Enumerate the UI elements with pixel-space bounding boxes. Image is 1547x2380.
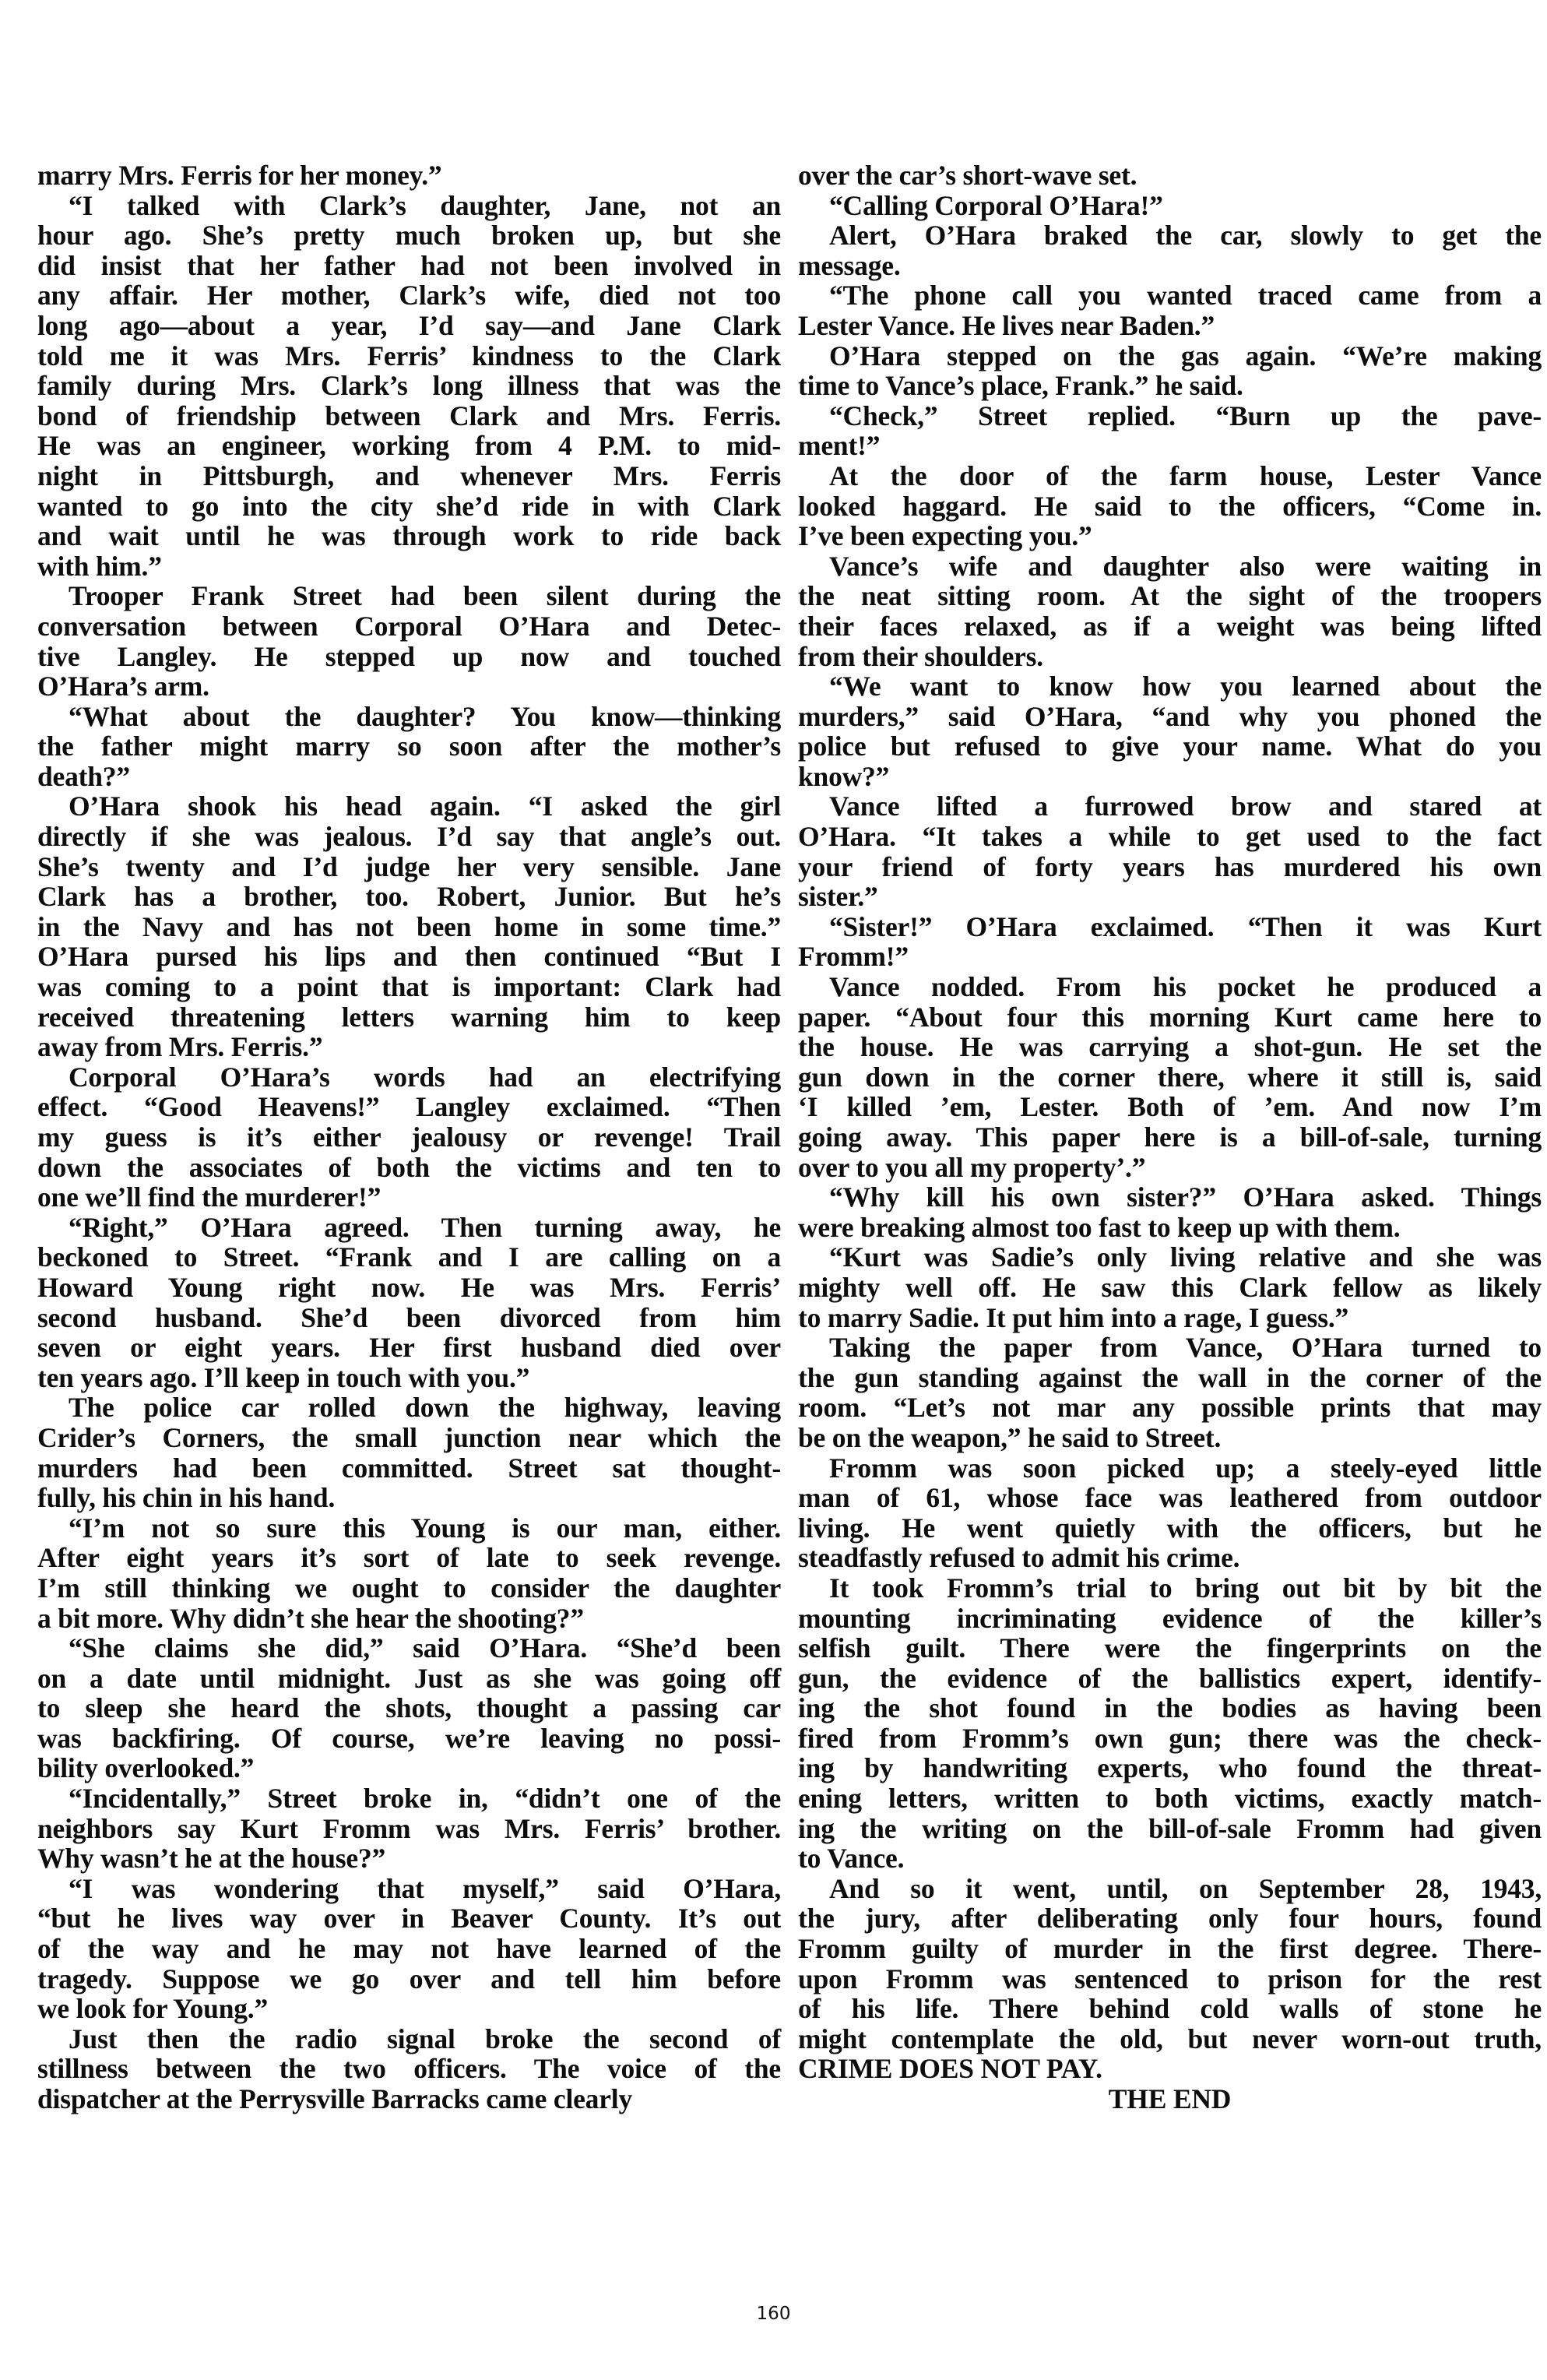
text-line: effect. “Good Heavens!” Langley exclaimed. “Then xyxy=(37,1091,781,1123)
paragraph xyxy=(798,1182,1542,1242)
text-line: received threatening letters warning him to keep xyxy=(37,1001,781,1033)
text-line: “Check,” Street replied. “Burn up the pave- xyxy=(829,400,1542,431)
text-line: O’Hara shook his head again. “I asked the girl xyxy=(69,790,781,822)
paragraph xyxy=(798,341,1542,401)
text-line: “She claims she did,” said O’Hara. “She’d been xyxy=(69,1632,781,1664)
text-line: mounting incriminating evidence of the killer’s xyxy=(798,1602,1542,1634)
text-line: stillness between the two officers. The voice of the xyxy=(37,2053,781,2085)
text-line: wanted to go into the city she’d ride in with Clark xyxy=(37,490,781,522)
text-column-right xyxy=(798,160,1542,2114)
text-line: away from Mrs. Ferris.” xyxy=(37,1031,323,1063)
paragraph xyxy=(37,1392,781,1512)
end-marker xyxy=(798,2084,1542,2114)
text-line: I’m still thinking we ought to consider the daughter xyxy=(37,1572,781,1604)
paragraph xyxy=(798,551,1542,671)
text-line: the neat sitting room. At the sight of the troopers xyxy=(798,580,1542,612)
paragraph xyxy=(37,1213,781,1393)
text-line: know?” xyxy=(798,760,890,792)
text-line: we look for Young.” xyxy=(37,1993,269,2025)
text-line: message. xyxy=(798,249,901,281)
text-line: their faces relaxed, as if a weight was being lifted xyxy=(798,610,1542,642)
text-line: “Right,” O’Hara agreed. Then turning away, he xyxy=(69,1211,781,1243)
text-line: Howard Young right now. He was Mrs. Ferris’ xyxy=(37,1271,781,1303)
text-line: Taking the paper from Vance, O’Hara turned to xyxy=(829,1332,1542,1364)
text-line: a bit more. Why didn’t she hear the shooting?” xyxy=(37,1602,584,1634)
text-line: man of 61, whose face was leathered from outdoor xyxy=(798,1482,1542,1514)
text-line: “Sister!” O’Hara exclaimed. “Then it was Kurt xyxy=(829,910,1542,942)
text-line: any affair. Her mother, Clark’s wife, died not too xyxy=(37,280,781,312)
text-line: might contemplate the old, but never worn-out truth, xyxy=(798,2023,1542,2054)
text-line: The police car rolled down the highway, leaving xyxy=(69,1392,781,1424)
text-line: second husband. She’d been divorced from him xyxy=(37,1301,781,1333)
text-line: your friend of forty years has murdered his own xyxy=(798,850,1542,882)
text-column-left xyxy=(37,160,781,2114)
text-line: of the way and he may not have learned of the xyxy=(37,1933,781,1965)
text-line: fully, his chin in his hand. xyxy=(37,1482,336,1514)
paragraph xyxy=(37,1783,781,1874)
text-line: were breaking almost too fast to keep up with them. xyxy=(798,1211,1401,1243)
text-line: selfish guilt. There were the fingerprints on the xyxy=(798,1632,1542,1664)
paragraph xyxy=(37,702,781,792)
text-line: Fromm!” xyxy=(798,941,909,973)
text-line: death?” xyxy=(37,760,130,792)
text-line: living. He went quietly with the officers, but he xyxy=(798,1512,1542,1544)
text-line: looked haggard. He said to the officers, “Come in. xyxy=(798,490,1542,522)
paragraph xyxy=(798,1242,1542,1333)
paragraph xyxy=(37,1513,781,1633)
paragraph xyxy=(798,912,1542,972)
paragraph xyxy=(798,1453,1542,1573)
text-line: dispatcher at the Perrysville Barracks came clearly xyxy=(37,2083,633,2114)
text-line: hour ago. She’s pretty much broken up, but she xyxy=(37,220,781,252)
text-line: fired from Fromm’s own gun; there was the check- xyxy=(798,1722,1542,1754)
text-line: did insist that her father had not been involved in xyxy=(37,249,781,281)
text-line: beckoned to Street. “Frank and I are calling on a xyxy=(37,1241,781,1273)
text-line: ing the writing on the bill-of-sale Fromm had given xyxy=(798,1812,1542,1844)
text-line: down the associates of both the victims and ten to xyxy=(37,1151,781,1183)
text-line: Just then the radio signal broke the second of xyxy=(69,2023,781,2054)
text-line: Trooper Frank Street had been silent during the xyxy=(69,580,781,612)
text-line: mighty well off. He saw this Clark fellow as likely xyxy=(798,1271,1542,1303)
text-line: over the car’s short-wave set. xyxy=(798,160,1137,191)
paragraph xyxy=(798,461,1542,551)
text-line: room. “Let’s not mar any possible prints that may xyxy=(798,1392,1542,1424)
paragraph xyxy=(37,1633,781,1783)
text-line: “I’m not so sure this Young is our man, either. xyxy=(69,1512,781,1544)
text-line: police but refused to give your name. What do you xyxy=(798,731,1542,762)
text-line: murders had been committed. Street sat thought- xyxy=(37,1452,781,1484)
paragraph xyxy=(798,401,1542,461)
paragraph xyxy=(798,671,1542,791)
text-line: O’Hara’s arm. xyxy=(37,671,209,702)
text-line: ment!” xyxy=(798,430,881,462)
paragraph xyxy=(798,191,1542,221)
paragraph xyxy=(798,1573,1542,1874)
text-line: “What about the daughter? You know—thinking xyxy=(69,700,781,732)
paragraph xyxy=(798,791,1542,911)
text-line: O’Hara pursed his lips and then continued “But I xyxy=(37,941,781,973)
text-line: upon Fromm was sentenced to prison for the rest xyxy=(798,1963,1542,1994)
text-line: Vance’s wife and daughter also were waiting in xyxy=(829,550,1542,582)
text-line: Clark has a brother, too. Robert, Junior. But he’s xyxy=(37,881,781,913)
text-line: was backfiring. Of course, we’re leaving no possi- xyxy=(37,1722,781,1754)
text-line: steadfastly refused to admit his crime. xyxy=(798,1542,1240,1574)
paragraph xyxy=(798,280,1542,340)
paragraph xyxy=(37,191,781,582)
text-line: Fromm was soon picked up; a steely-eyed little xyxy=(829,1452,1542,1484)
text-line: “Why kill his own sister?” O’Hara asked. Things xyxy=(829,1181,1542,1213)
paragraph xyxy=(798,972,1542,1182)
text-line: ening letters, written to both victims, exactly match- xyxy=(798,1783,1542,1815)
text-line: Vance nodded. From his pocket he produced a xyxy=(829,971,1542,1003)
text-line: She’s twenty and I’d judge her very sensible. Jane xyxy=(37,850,781,882)
text-line: “I talked with Clark’s daughter, Jane, not an xyxy=(69,189,781,221)
text-line: Corporal O’Hara’s words had an electrifying xyxy=(69,1061,781,1093)
text-line: “I was wondering that myself,” said O’Hara, xyxy=(69,1872,781,1904)
text-line: on a date until midnight. Just as she was going off xyxy=(37,1662,781,1694)
paragraph xyxy=(798,220,1542,280)
text-line: Vance lifted a furrowed brow and stared at xyxy=(829,790,1542,822)
text-line: was coming to a point that is important: Clark had xyxy=(37,971,781,1003)
text-line: bond of friendship between Clark and Mrs. Ferris. xyxy=(37,400,781,431)
text-line: tragedy. Suppose we go over and tell him before xyxy=(37,1963,781,1994)
text-line: time to Vance’s place, Frank.” he said. xyxy=(798,370,1243,402)
text-line: And so it went, until, on September 28, 1943, xyxy=(829,1872,1542,1904)
text-line: of his life. There behind cold walls of stone he xyxy=(798,1993,1542,2025)
text-line: Why wasn’t he at the house?” xyxy=(37,1843,386,1875)
text-line: ten years ago. I’ll keep in touch with you.” xyxy=(37,1361,530,1393)
text-line: ing the shot found in the bodies as having been xyxy=(798,1692,1542,1724)
paragraph xyxy=(37,2024,781,2114)
paragraph xyxy=(37,581,781,701)
paragraph xyxy=(798,1333,1542,1452)
text-line: night in Pittsburgh, and whenever Mrs. Ferris xyxy=(37,459,781,491)
text-line: my guess is it’s either jealousy or revenge! Trail xyxy=(37,1121,781,1153)
text-line: sister.” xyxy=(798,881,878,913)
text-line: I’ve been expecting you.” xyxy=(798,520,1092,552)
text-line: to sleep she heard the shots, thought a passing car xyxy=(37,1692,781,1724)
text-line: CRIME DOES NOT PAY. xyxy=(798,2053,1102,2085)
text-line: to marry Sadie. It put him into a rage, I guess.” xyxy=(798,1301,1349,1333)
text-line: family during Mrs. Clark’s long illness that was the xyxy=(37,370,781,402)
text-line: in the Navy and has not been home in some time.” xyxy=(37,910,781,942)
text-line: from their shoulders. xyxy=(798,640,1043,672)
text-line: O’Hara. “It takes a while to get used to the fact xyxy=(798,821,1542,853)
text-line: “Calling Corporal O’Hara!” xyxy=(829,189,1163,221)
text-line: “The phone call you wanted traced came from a xyxy=(829,280,1542,312)
text-line: neighbors say Kurt Fromm was Mrs. Ferris’ brother. xyxy=(37,1812,781,1844)
text-line: Crider’s Corners, the small junction near which the xyxy=(37,1421,781,1453)
text-line: going away. This paper here is a bill-of-sale, turning xyxy=(798,1121,1542,1153)
text-line: gun, the evidence of the ballistics expert, identify- xyxy=(798,1662,1542,1694)
text-line: O’Hara stepped on the gas again. “We’re making xyxy=(829,340,1542,371)
text-line: the gun standing against the wall in the corner of the xyxy=(798,1361,1542,1393)
text-line: the house. He was carrying a shot-gun. He set the xyxy=(798,1031,1542,1063)
text-line: murders,” said O’Hara, “and why you phoned the xyxy=(798,700,1542,732)
text-line: “but he lives way over in Beaver County. It’s out xyxy=(37,1903,781,1935)
text-line: It took Fromm’s trial to bring out bit by bit the xyxy=(829,1572,1542,1604)
text-line: over to you all my property’.” xyxy=(798,1151,1146,1183)
text-line: bility overlooked.” xyxy=(37,1752,255,1784)
text-line: the jury, after deliberating only four hours, found xyxy=(798,1903,1542,1935)
paragraph xyxy=(37,160,781,191)
text-line: Alert, O’Hara braked the car, slowly to get the xyxy=(829,220,1542,252)
page-number: 160 xyxy=(756,2304,791,2324)
text-line: At the door of the farm house, Lester Vance xyxy=(829,459,1542,491)
text-line: gun down in the corner there, where it still is, said xyxy=(798,1061,1542,1093)
text-line: paper. “About four this morning Kurt came here to xyxy=(798,1001,1542,1033)
text-line: He was an engineer, working from 4 P.M. to mid- xyxy=(37,430,781,462)
paragraph xyxy=(37,1874,781,2024)
text-line: long ago—about a year, I’d say—and Jane Clark xyxy=(37,309,781,341)
text-line: told me it was Mrs. Ferris’ kindness to the Clark xyxy=(37,340,781,371)
text-line: conversation between Corporal O’Hara and Detec- xyxy=(37,610,781,642)
text-line: Fromm guilty of murder in the first degree. There- xyxy=(798,1933,1542,1965)
text-line: ‘I killed ’em, Lester. Both of ’em. And now I’m xyxy=(798,1091,1542,1123)
text-line: tive Langley. He stepped up now and touched xyxy=(37,640,781,672)
paragraph xyxy=(798,1874,1542,2084)
paragraph xyxy=(37,791,781,1061)
text-line: marry Mrs. Ferris for her money.” xyxy=(37,160,442,191)
text-line: Lester Vance. He lives near Baden.” xyxy=(798,309,1215,341)
text-line: with him.” xyxy=(37,550,162,582)
text-line: THE END xyxy=(1108,2083,1232,2114)
text-line: the father might marry so soon after the mother’s xyxy=(37,731,781,762)
text-line: After eight years it’s sort of late to seek revenge. xyxy=(37,1542,781,1574)
text-line: “Incidentally,” Street broke in, “didn’t one of the xyxy=(69,1783,781,1815)
text-line: seven or eight years. Her first husband died over xyxy=(37,1332,781,1364)
text-line: and wait until he was through work to ride back xyxy=(37,520,781,552)
text-line: directly if she was jealous. I’d say that angle’s out. xyxy=(37,821,781,853)
paragraph xyxy=(798,160,1542,191)
text-line: “Kurt was Sadie’s only living relative and she was xyxy=(829,1241,1542,1273)
text-line: “We want to know how you learned about the xyxy=(829,671,1542,702)
text-line: ing by handwriting experts, who found the threat- xyxy=(798,1752,1542,1784)
text-line: to Vance. xyxy=(798,1843,905,1875)
text-line: one we’ll find the murderer!” xyxy=(37,1181,381,1213)
paragraph xyxy=(37,1062,781,1213)
text-line: be on the weapon,” he said to Street. xyxy=(798,1421,1222,1453)
